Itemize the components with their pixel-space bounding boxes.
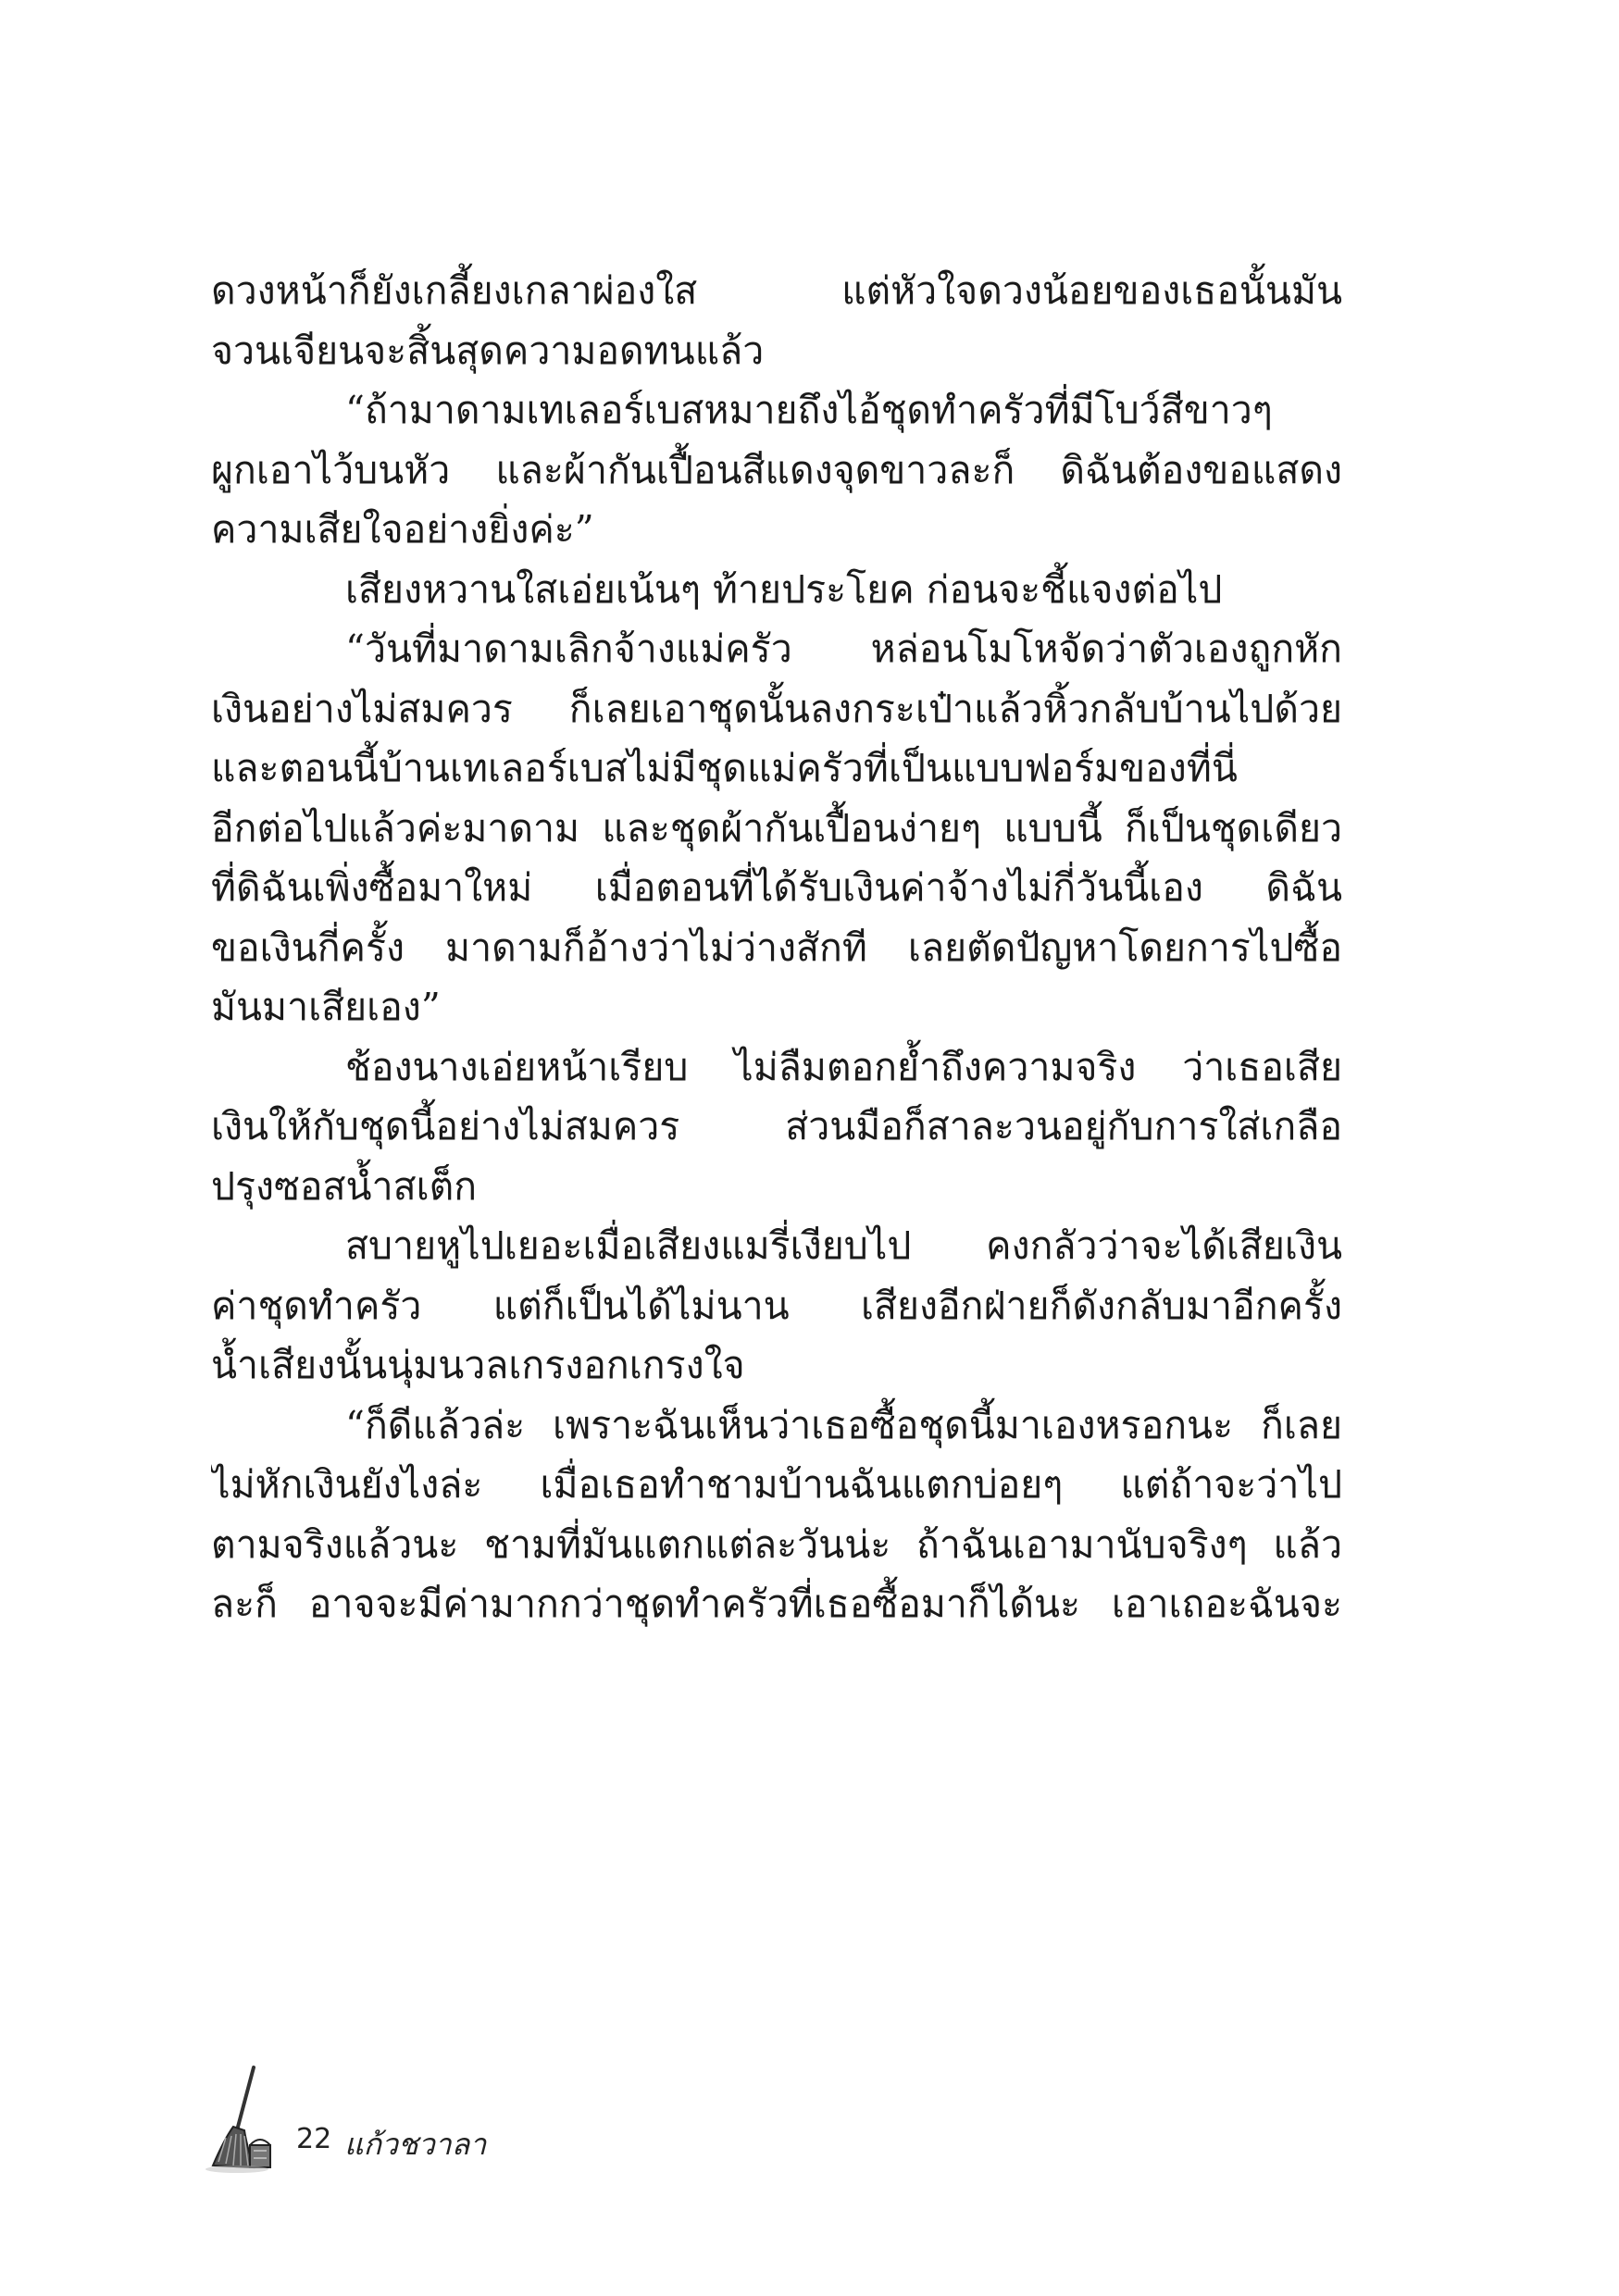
- text-line: ความเสียใจอย่างยิ่งค่ะ”: [211, 507, 594, 552]
- text-line: “ถ้ามาดามเทเลอร์เบสหมายถึงไอ้ชุดทำครัวที่มีโบว์สีขาวๆ: [345, 388, 1273, 432]
- text-line: เงินอย่างไม่สมควร ก็เลยเอาชุดนั้นลงกระเป๋าแล้วหิ้วกลับบ้านไปด้วย: [211, 686, 1342, 731]
- text-line: เงินให้กับชุดนี้อย่างไม่สมควร ส่วนมือก็สาละวนอยู่กับการใส่เกลือ: [211, 1104, 1342, 1148]
- text-line: ที่ดิฉันเพิ่งซื้อมาใหม่ เมื่อตอนที่ได้รับเงินค่าจ้างไม่กี่วันนี้เอง ดิฉัน: [211, 865, 1342, 910]
- text-line: ละก็ อาจจะมีค่ามากกว่าชุดทำครัวที่เธอซื้อมาก็ได้นะ เอาเถอะฉันจะ: [211, 1582, 1342, 1626]
- text-line: “ก็ดีแล้วล่ะ เพราะฉันเห็นว่าเธอซื้อชุดนี้มาเองหรอกนะ ก็เลย: [345, 1402, 1342, 1447]
- body-text: [211, 261, 1342, 1634]
- text-line: ไม่หักเงินยังไงล่ะ เมื่อเธอทำชามบ้านฉันแตกบ่อยๆ แต่ถ้าจะว่าไป: [211, 1462, 1342, 1507]
- text-line: จวนเจียนจะสิ้นสุดความอดทนแล้ว: [211, 328, 765, 373]
- text-line: และตอนนี้บ้านเทเลอร์เบสไม่มีชุดแม่ครัวที่เป็นแบบฟอร์มของที่นี่: [211, 746, 1238, 790]
- text-line: ตามจริงแล้วนะ ชามที่มันแตกแต่ละวันน่ะ ถ้าฉันเอามานับจริงๆ แล้ว: [211, 1521, 1342, 1567]
- text-line: ผูกเอาไว้บนหัว และผ้ากันเปื้อนสีแดงจุดขาวละก็ ดิฉันต้องขอแสดง: [211, 447, 1342, 492]
- text-line: ปรุงซอสน้ำสเต็ก: [211, 1163, 478, 1209]
- running-title: แก้วชวาลา: [344, 2127, 487, 2162]
- broom-icon: [205, 2066, 278, 2175]
- text-line: ดวงหน้าก็ยังเกลี้ยงเกลาผ่องใส แต่หัวใจดวงน้อยของเธอนั้นมัน: [211, 268, 1342, 313]
- text-line: มันมาเสียเอง”: [211, 985, 441, 1029]
- text-line: ช้องนางเอ่ยหน้าเรียบ ไม่ลืมตอกย้ำถึงความจริง ว่าเธอเสีย: [345, 1044, 1342, 1089]
- page-footer: [205, 2066, 668, 2177]
- text-line: เสียงหวานใสเอ่ยเน้นๆ ท้ายประโยค ก่อนจะชี้แจงต่อไป: [345, 566, 1223, 612]
- text-line: ค่าชุดทำครัว แต่ก็เป็นได้ไม่นาน เสียงอีกฝ่ายก็ดังกลับมาอีกครั้ง: [211, 1283, 1342, 1328]
- text-line: อีกต่อไปแล้วค่ะมาดาม และชุดผ้ากันเปื้อนง่ายๆ แบบนี้ ก็เป็นชุดเดียว: [211, 805, 1342, 850]
- text-line: น้ำเสียงนั้นนุ่มนวลเกรงอกเกรงใจ: [211, 1343, 745, 1387]
- text-line: “วันที่มาดามเลิกจ้างแม่ครัว หล่อนโมโหจัดว่าตัวเองถูกหัก: [345, 627, 1342, 671]
- page-number: 22: [296, 2123, 332, 2155]
- text-line: สบายหูไปเยอะเมื่อเสียงแมรี่เงียบไป คงกลัวว่าจะได้เสียเงิน: [345, 1223, 1342, 1268]
- text-line: ขอเงินกี่ครั้ง มาดามก็อ้างว่าไม่ว่างสักที เลยตัดปัญหาโดยการไปซื้อ: [211, 925, 1342, 970]
